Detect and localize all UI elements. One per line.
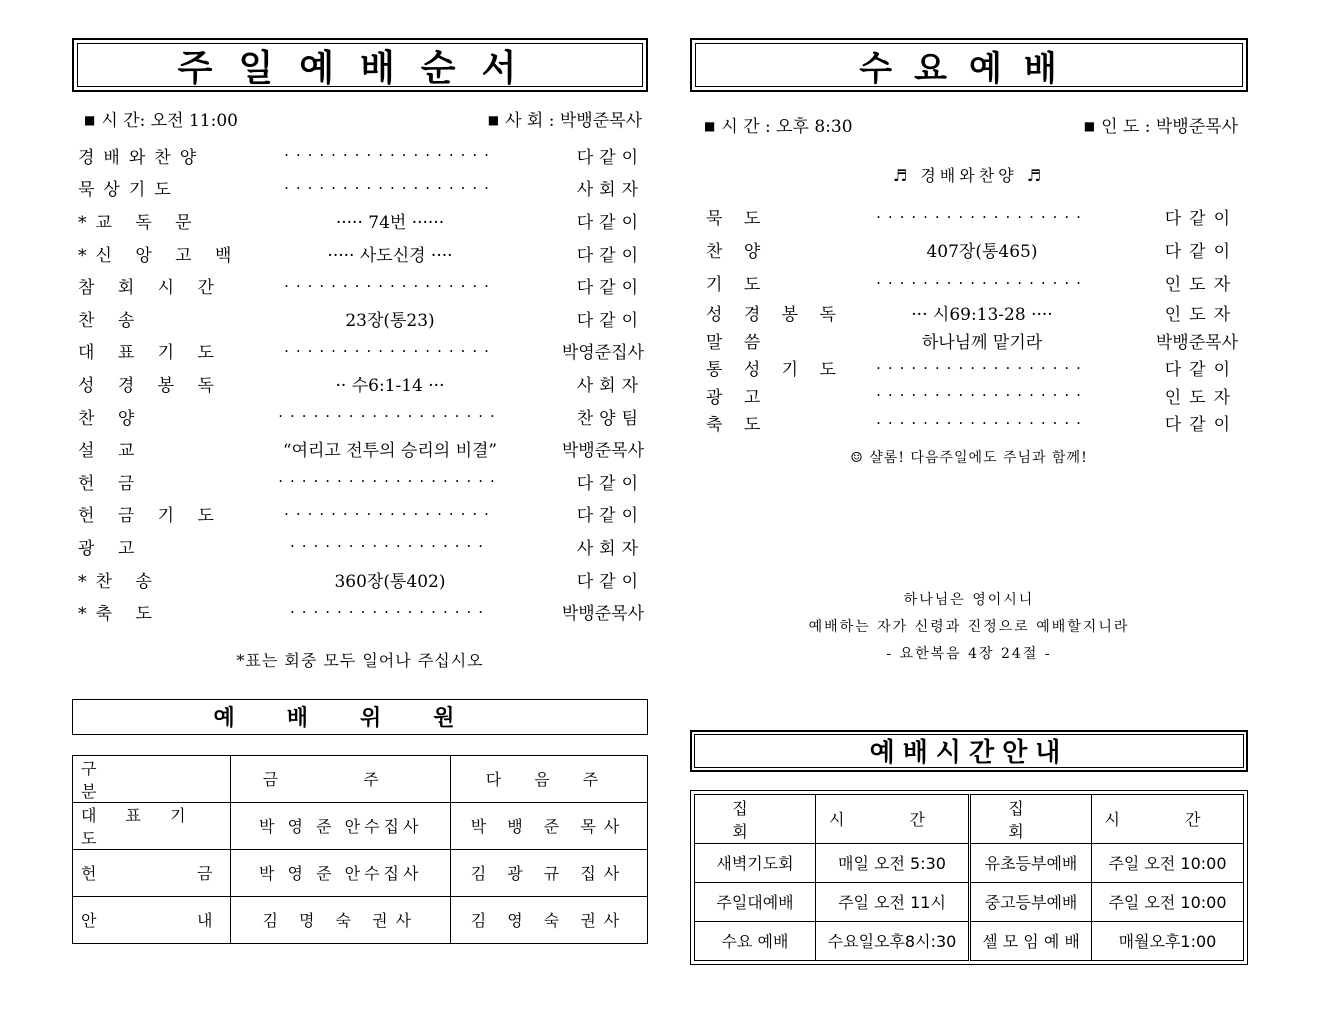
order-item bbox=[690, 354, 1248, 382]
schedule-title-box bbox=[690, 730, 1248, 772]
schedule-cell: 주일 오전 11시 bbox=[816, 882, 970, 921]
order-detail: ·················· bbox=[284, 276, 496, 295]
closing-greeting: ☺ 샬롬! 다음주일에도 주님과 함께! bbox=[850, 449, 1088, 466]
order-item bbox=[72, 498, 648, 531]
wednesday-panel bbox=[690, 38, 1248, 965]
sermon-title: “여리고 전투의 승리의 비결” bbox=[282, 441, 498, 462]
order-item bbox=[72, 139, 648, 172]
verse-line: 예배하는 자가 신령과 진정으로 예배할지니라 bbox=[808, 618, 1130, 635]
order-item bbox=[72, 367, 648, 400]
order-item bbox=[72, 563, 648, 596]
order-person: 인도자 bbox=[1164, 305, 1238, 326]
order-label: *축 도 bbox=[78, 604, 161, 625]
schedule-title: 예배시간안내 bbox=[694, 734, 1244, 768]
order-detail: ·· 수6:1-14 ··· bbox=[335, 375, 445, 396]
order-item bbox=[690, 327, 1248, 355]
order-person: 다같이 bbox=[576, 278, 644, 299]
staff-role: 대 표 기 도 bbox=[73, 802, 231, 849]
order-item bbox=[72, 595, 648, 628]
schedule-cell: 유초등부예배 bbox=[970, 843, 1092, 882]
order-person: 다같이 bbox=[576, 147, 644, 168]
order-item bbox=[72, 432, 648, 465]
order-item bbox=[72, 335, 648, 368]
order-person: 다같이 bbox=[576, 245, 644, 266]
order-item bbox=[72, 530, 648, 563]
table-row bbox=[695, 843, 1244, 882]
order-label: 찬 양 bbox=[706, 242, 769, 262]
sunday-time bbox=[84, 106, 238, 131]
order-detail: ·················· bbox=[876, 273, 1088, 292]
order-person: 다같이 bbox=[1164, 415, 1238, 436]
order-label: *교 독 문 bbox=[78, 212, 201, 233]
square-bullet-icon: ■ bbox=[1083, 119, 1096, 133]
order-label: 광 고 bbox=[706, 387, 769, 408]
wednesday-opening: ♬ 경배와찬양 ♬ bbox=[892, 166, 1046, 185]
staff-next-week: 김 영 숙 권사 bbox=[451, 896, 648, 943]
square-bullet-icon: ■ bbox=[487, 113, 500, 127]
order-person: 다같이 bbox=[1164, 360, 1238, 381]
table-row bbox=[73, 896, 648, 943]
order-person: 박영준집사 bbox=[561, 343, 644, 364]
order-item bbox=[690, 266, 1248, 299]
order-person: 다같이 bbox=[1164, 242, 1238, 262]
order-item bbox=[72, 302, 648, 335]
staff-this-week: 김 명 숙 권사 bbox=[231, 896, 451, 943]
table-row bbox=[695, 921, 1244, 960]
order-label: 묵 도 bbox=[706, 209, 769, 229]
order-person: 박뱅준목사 bbox=[1155, 332, 1238, 353]
order-label: 대 표 기 도 bbox=[78, 343, 223, 364]
table-header: 집 회 bbox=[970, 794, 1092, 843]
table-header-row bbox=[73, 755, 648, 802]
order-detail: 360장(통402) bbox=[334, 571, 446, 592]
order-detail: ·················· bbox=[876, 358, 1088, 377]
staff-role: 안 내 bbox=[73, 896, 231, 943]
wednesday-title: 수요예배 bbox=[695, 43, 1243, 87]
table-header: 구 분 bbox=[73, 755, 231, 802]
schedule-table-frame bbox=[690, 790, 1248, 965]
staff-next-week: 김 광 규 집사 bbox=[451, 849, 648, 896]
order-person: 인도자 bbox=[1164, 387, 1238, 408]
order-label: 통 성 기 도 bbox=[706, 360, 844, 381]
staff-this-week: 박 영 준 안수집사 bbox=[231, 849, 451, 896]
schedule-cell: 수요일오후8시:30 bbox=[816, 921, 970, 960]
order-detail: 407장(통465) bbox=[926, 242, 1038, 262]
staff-table bbox=[72, 755, 648, 944]
wednesday-title-box bbox=[690, 38, 1248, 92]
sunday-meta bbox=[84, 106, 642, 131]
schedule-cell: 주일 오전 10:00 bbox=[1092, 882, 1244, 921]
order-person: 박뱅준목사 bbox=[561, 604, 644, 625]
order-label: *신 앙 고 백 bbox=[78, 245, 241, 266]
order-detail: 23장(통23) bbox=[345, 310, 435, 331]
sunday-title: 주일예배순서 bbox=[77, 43, 643, 87]
order-label: 헌 금 기 도 bbox=[78, 506, 223, 527]
order-item bbox=[690, 233, 1248, 266]
order-item bbox=[72, 269, 648, 302]
schedule-cell: 매월오후1:00 bbox=[1092, 921, 1244, 960]
order-detail: ················· bbox=[289, 537, 491, 556]
staff-title: 예배위원 bbox=[72, 699, 648, 735]
order-detail: ··················· bbox=[278, 472, 502, 491]
schedule-cell: 수요 예배 bbox=[695, 921, 816, 960]
order-person: 다같이 bbox=[576, 212, 644, 233]
table-header: 시 간 bbox=[1092, 794, 1244, 843]
schedule-cell: 중고등부예배 bbox=[970, 882, 1092, 921]
schedule-table bbox=[694, 794, 1244, 961]
schedule-cell: 주일 오전 10:00 bbox=[1092, 843, 1244, 882]
staff-next-week: 박 뱅 준 목사 bbox=[451, 802, 648, 849]
order-item bbox=[72, 237, 648, 270]
order-person: 다같이 bbox=[576, 506, 644, 527]
table-header-row bbox=[695, 794, 1244, 843]
order-detail: ··· 시69:13-28 ···· bbox=[911, 305, 1053, 326]
sunday-title-box bbox=[72, 38, 648, 92]
order-label: 경배와찬양 bbox=[78, 147, 206, 168]
order-label: 묵상기도 bbox=[78, 180, 180, 201]
order-item bbox=[72, 400, 648, 433]
order-label: 설 교 bbox=[78, 441, 144, 462]
order-label: 성 경 봉 독 bbox=[706, 305, 844, 326]
order-person: 다같이 bbox=[1164, 209, 1238, 229]
order-person: 사회자 bbox=[576, 538, 644, 559]
order-label: 성 경 봉 독 bbox=[78, 375, 223, 396]
order-label: 기 도 bbox=[706, 275, 769, 295]
order-detail: ·················· bbox=[284, 341, 496, 360]
order-label: 말 씀 bbox=[706, 332, 769, 353]
wednesday-time-text: 시 간 : 오후 8:30 bbox=[721, 117, 853, 137]
staff-this-week: 박 영 준 안수집사 bbox=[231, 802, 451, 849]
table-row bbox=[695, 882, 1244, 921]
table-row bbox=[73, 849, 648, 896]
wednesday-leader-text: 인 도 : 박뱅준목사 bbox=[1101, 117, 1238, 137]
sunday-time-text: 시 간: 오전 11:00 bbox=[101, 111, 238, 131]
verse-reference: - 요한복음 4장 24절 - bbox=[886, 645, 1052, 662]
table-header: 시 간 bbox=[816, 794, 970, 843]
schedule-cell: 주일대예배 bbox=[695, 882, 816, 921]
order-label: *찬 송 bbox=[78, 571, 161, 592]
verse-line: 하나님은 영이시니 bbox=[903, 591, 1035, 608]
table-row bbox=[73, 802, 648, 849]
order-item bbox=[690, 299, 1248, 327]
order-detail: ················· bbox=[289, 602, 491, 621]
schedule-cell: 매일 오전 5:30 bbox=[816, 843, 970, 882]
table-header: 집 회 bbox=[695, 794, 816, 843]
order-person: 사회자 bbox=[576, 180, 644, 201]
order-label: 찬 양 bbox=[78, 408, 144, 429]
order-detail: ·················· bbox=[876, 413, 1088, 432]
order-detail: ····· 74번 ······ bbox=[335, 212, 445, 233]
order-label: 광 고 bbox=[78, 538, 144, 559]
order-person: 다같이 bbox=[576, 310, 644, 331]
wednesday-order-list bbox=[690, 200, 1248, 437]
sunday-order-list bbox=[72, 139, 648, 628]
order-person: 다같이 bbox=[576, 571, 644, 592]
order-item bbox=[72, 172, 648, 205]
table-header: 다 음 주 bbox=[451, 755, 648, 802]
schedule-cell: 셀 모 임 예 배 bbox=[970, 921, 1092, 960]
square-bullet-icon: ■ bbox=[84, 113, 96, 127]
order-item bbox=[690, 382, 1248, 410]
order-person: 박뱅준목사 bbox=[561, 441, 644, 462]
staff-role: 헌 금 bbox=[73, 849, 231, 896]
order-label: 참 회 시 간 bbox=[78, 278, 223, 299]
order-detail: ····· 사도신경 ···· bbox=[327, 245, 453, 266]
standing-note: *표는 회중 모두 일어나 주십시오 bbox=[236, 650, 484, 670]
sermon-title: 하나님께 맡기라 bbox=[921, 332, 1043, 353]
wednesday-time bbox=[704, 112, 853, 137]
order-detail: ·················· bbox=[284, 178, 496, 197]
order-detail: ··················· bbox=[278, 407, 502, 426]
order-item bbox=[690, 200, 1248, 233]
sunday-host bbox=[488, 106, 642, 131]
order-detail: ·················· bbox=[876, 207, 1088, 226]
order-label: 찬 송 bbox=[78, 310, 144, 331]
order-item bbox=[72, 465, 648, 498]
order-detail: ·················· bbox=[876, 386, 1088, 405]
order-detail: ·················· bbox=[284, 146, 496, 165]
order-person: 사회자 bbox=[576, 375, 644, 396]
order-person: 찬양팀 bbox=[576, 408, 644, 429]
order-item bbox=[72, 204, 648, 237]
wednesday-meta bbox=[704, 112, 1238, 137]
order-person: 다같이 bbox=[576, 473, 644, 494]
order-label: 헌 금 bbox=[78, 473, 144, 494]
order-item bbox=[690, 409, 1248, 437]
order-label: 축 도 bbox=[706, 415, 769, 436]
square-bullet-icon: ■ bbox=[704, 119, 716, 133]
wednesday-leader bbox=[1084, 112, 1238, 137]
order-person: 인도자 bbox=[1164, 275, 1238, 295]
table-header: 금 주 bbox=[231, 755, 451, 802]
scripture-verse bbox=[690, 587, 1248, 668]
schedule-cell: 새벽기도회 bbox=[695, 843, 816, 882]
sunday-panel bbox=[72, 38, 648, 944]
order-detail: ·················· bbox=[284, 504, 496, 523]
sunday-host-text: 사 회 : 박뱅준목사 bbox=[505, 111, 642, 131]
